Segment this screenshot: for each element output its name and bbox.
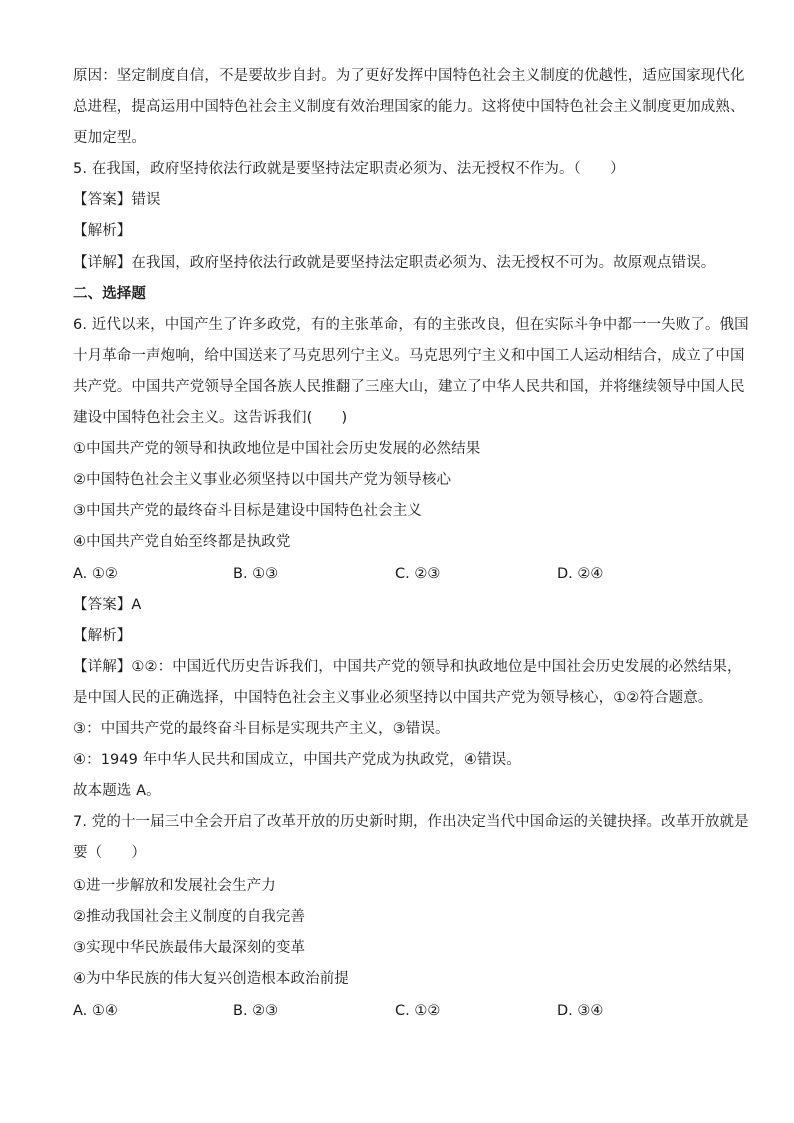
q7-option-c: C. ①②: [395, 1003, 441, 1019]
paragraph-line: 总进程，提高运用中国特色社会主义制度有效治理国家的能力。这将使中国特色社会主义制度更加成熟、: [73, 99, 745, 115]
q6-option-b: B. ①③: [233, 566, 279, 582]
question-5: 5. 在我国，政府坚持依法行政就是要坚持法定职责必须为、法无授权不作为。（ ）: [73, 161, 625, 177]
section-heading: 二、选择题: [73, 286, 146, 302]
q6-option-c: C. ②③: [395, 566, 441, 582]
q6-detail-line: ④：1949 年中华人民共和国成立，中国共产党成为执政党，④错误。: [73, 752, 521, 768]
paragraph-line: 原因：坚定制度自信，不是要故步自封。为了更好发挥中国特色社会主义制度的优越性，适应国家现代化: [73, 68, 745, 84]
question-6-line: 共产党。中国共产党领导全国各族人民推翻了三座大山，建立了中华人民共和国，并将继续领导中国人民: [73, 379, 745, 395]
q7-statement-4: ④为中华民族的伟大复兴创造根本政治前提: [73, 971, 349, 987]
question-7-line: 7. 党的十一届三中全会开启了改革开放的历史新时期，作出决定当代中国命运的关键抉择。改革开放就是: [73, 814, 749, 830]
question-6-line: 建设中国特色社会主义。这告诉我们( ): [73, 410, 348, 426]
q7-option-d: D. ③④: [557, 1003, 604, 1019]
q5-detail: 【详解】在我国，政府坚持依法行政就是要坚持法定职责必须为、法无授权不可为。故原观点错误。: [73, 255, 716, 271]
q6-statement-2: ②中国特色社会主义事业必须坚持以中国共产党为领导核心: [73, 472, 452, 488]
q7-option-a: A. ①④: [73, 1003, 118, 1019]
q6-option-a: A. ①②: [73, 566, 118, 582]
q7-statement-2: ②推动我国社会主义制度的自我完善: [73, 909, 306, 925]
q6-detail-line: 【详解】①②：中国近代历史告诉我们，中国共产党的领导和执政地位是中国社会历史发展的必然结果，: [73, 659, 742, 675]
q7-statement-3: ③实现中华民族最伟大最深刻的变革: [73, 940, 306, 956]
question-7-line: 要（ ）: [73, 845, 146, 861]
q6-detail-line: 是中国人民的正确选择，中国特色社会主义事业必须坚持以中国共产党为领导核心，①②符合题意。: [73, 690, 713, 706]
q6-option-d: D. ②④: [557, 566, 604, 582]
q7-statement-1: ①进一步解放和发展社会生产力: [73, 878, 276, 894]
q6-analysis-label: 【解析】: [73, 628, 132, 644]
q7-option-b: B. ②③: [233, 1003, 279, 1019]
q6-statement-3: ③中国共产党的最终奋斗目标是建设中国特色社会主义: [73, 503, 422, 519]
paragraph-line: 更加定型。: [73, 130, 146, 146]
q6-detail-line: ③：中国共产党的最终奋斗目标是实现共产主义，③错误。: [73, 721, 450, 737]
q6-detail-line: 故本题选 A。: [73, 783, 161, 799]
q6-statement-1: ①中国共产党的领导和执政地位是中国社会历史发展的必然结果: [73, 441, 481, 457]
q6-statement-4: ④中国共产党自始至终都是执政党: [73, 534, 291, 550]
q5-answer: 【答案】错误: [73, 192, 161, 208]
q6-answer: 【答案】A: [73, 597, 142, 613]
question-6-line: 6. 近代以来，中国产生了许多政党，有的主张革命，有的主张改良，但在实际斗争中都一一失败了。俄国: [73, 317, 749, 333]
question-6-line: 十月革命一声炮响，给中国送来了马克思列宁主义。马克思列宁主义和中国工人运动相结合，成立了中国: [73, 348, 745, 364]
q5-analysis-label: 【解析】: [73, 223, 132, 239]
